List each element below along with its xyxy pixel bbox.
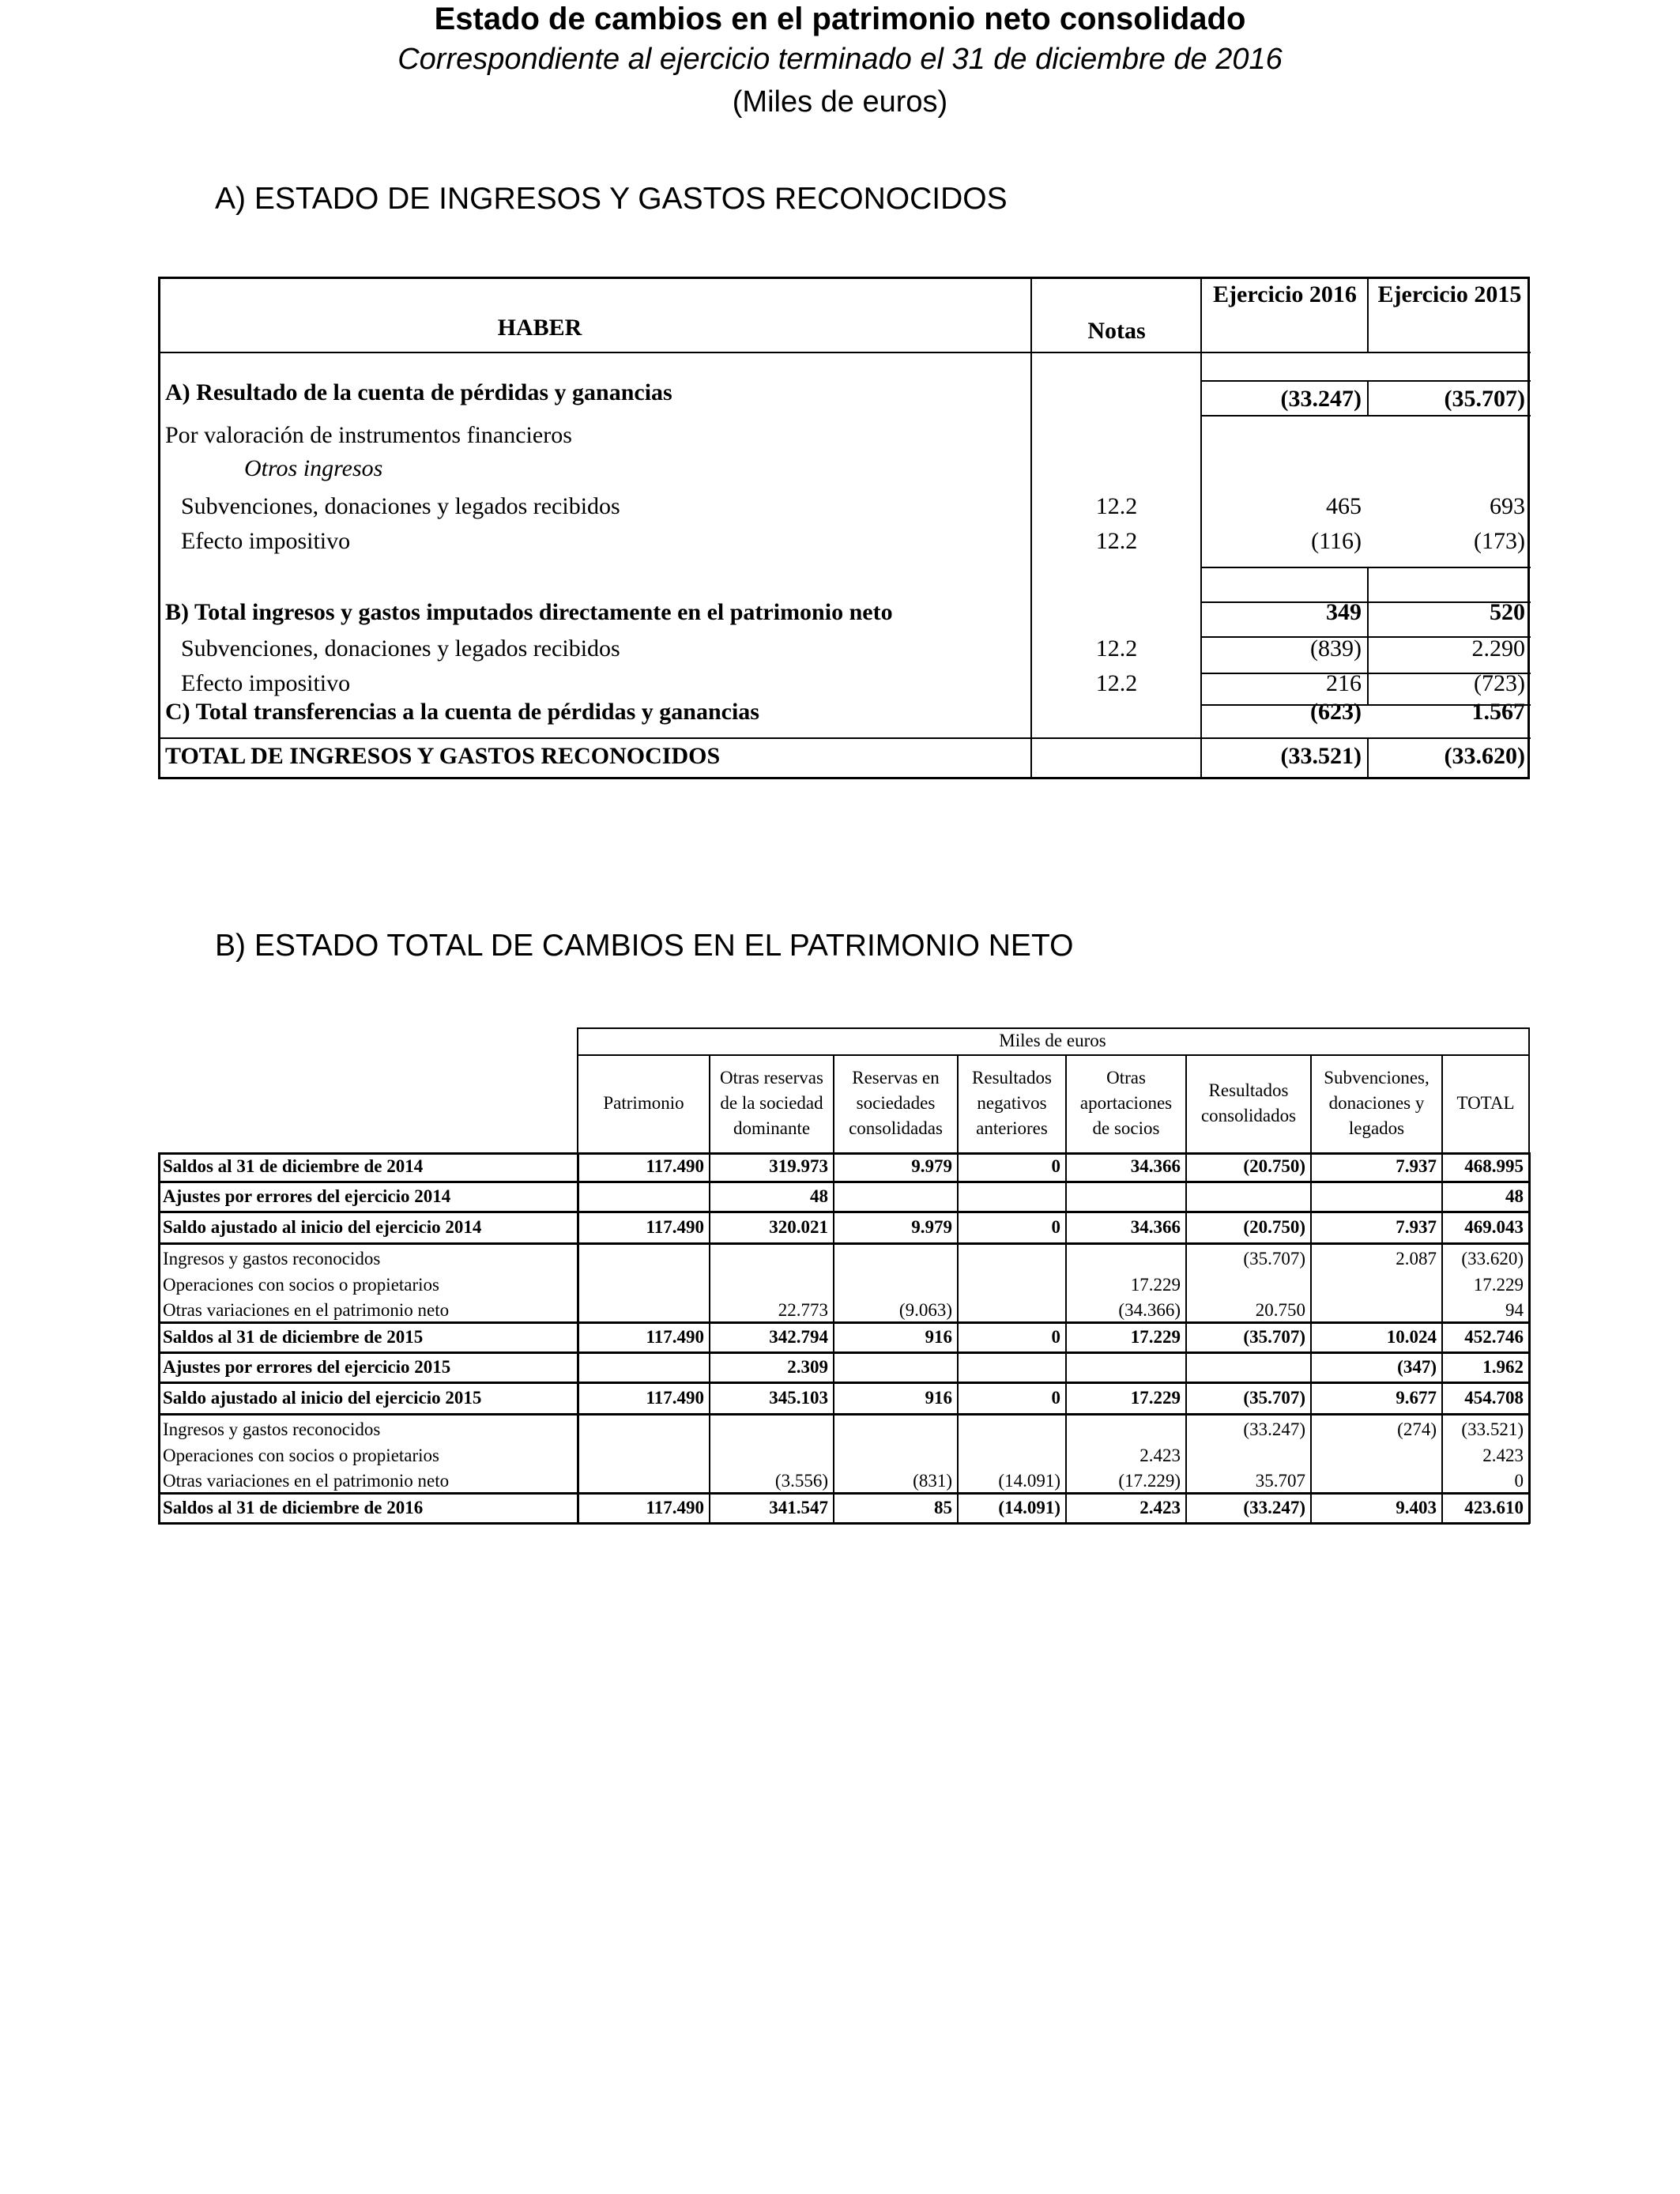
table-cell: 48 bbox=[1505, 1186, 1524, 1206]
column-header-line: anteriores bbox=[976, 1118, 1048, 1138]
table-cell: 423.610 bbox=[1464, 1498, 1524, 1517]
table-cell: 35.707 bbox=[1255, 1471, 1305, 1491]
table-cell: (9.063) bbox=[898, 1300, 952, 1320]
row-nota: 12.2 bbox=[1095, 670, 1138, 696]
row-label: Efecto impositivo bbox=[181, 528, 351, 554]
table-cell: 117.490 bbox=[646, 1327, 704, 1347]
table-cell: 2.423 bbox=[1139, 1446, 1181, 1465]
row-value-2016: 216 bbox=[1326, 670, 1362, 696]
column-header bbox=[1067, 1065, 1185, 1141]
row-value-2016: (839) bbox=[1310, 635, 1362, 662]
column-header-line: donaciones y bbox=[1328, 1093, 1425, 1113]
row-nota: 12.2 bbox=[1095, 635, 1138, 662]
section-b-heading: B) ESTADO TOTAL DE CAMBIOS EN EL PATRIMONIO NETO bbox=[215, 929, 1074, 963]
row-label: Otras variaciones en el patrimonio neto bbox=[163, 1471, 450, 1491]
table-cell: 9.677 bbox=[1396, 1388, 1437, 1408]
row-label: Otros ingresos bbox=[244, 455, 383, 481]
table-cell: (347) bbox=[1397, 1357, 1437, 1377]
rule-line bbox=[158, 1382, 1530, 1384]
row-label: Saldos al 31 de diciembre de 2015 bbox=[163, 1327, 424, 1347]
table-cell: 34.366 bbox=[1130, 1156, 1181, 1176]
table-cell: (17.229) bbox=[1118, 1471, 1181, 1491]
rule-line bbox=[158, 1522, 1530, 1525]
rule-line bbox=[158, 1181, 1530, 1183]
table-cell: 469.043 bbox=[1464, 1217, 1524, 1237]
group-header: Miles de euros bbox=[999, 1031, 1106, 1050]
table-cell: 0 bbox=[1051, 1327, 1060, 1347]
page-title: Estado de cambios en el patrimonio neto consolidado bbox=[434, 2, 1246, 36]
column-header-line: dominante bbox=[733, 1118, 811, 1138]
table-cell: 9.979 bbox=[911, 1217, 952, 1237]
row-value-2016: 349 bbox=[1326, 599, 1362, 625]
row-label: Saldos al 31 de diciembre de 2014 bbox=[163, 1156, 424, 1176]
table-cell: 17.229 bbox=[1130, 1327, 1181, 1347]
row-label: Ajustes por errores del ejercicio 2014 bbox=[163, 1186, 451, 1206]
row-label: Saldo ajustado al inicio del ejercicio 2015 bbox=[163, 1388, 482, 1408]
table-cell: 2.423 bbox=[1482, 1446, 1524, 1465]
table-cell: 34.366 bbox=[1130, 1217, 1181, 1237]
table-cell: 1.962 bbox=[1482, 1357, 1524, 1377]
table-cell: 117.490 bbox=[646, 1156, 704, 1176]
rule-line bbox=[1528, 1152, 1531, 1524]
col-ejercicio-2015: Ejercicio 2015 bbox=[1377, 281, 1522, 307]
column-header bbox=[834, 1065, 957, 1141]
table-cell: 0 bbox=[1051, 1217, 1060, 1237]
column-header-line: Resultados bbox=[972, 1068, 1052, 1088]
table-cell: (33.247) bbox=[1243, 1419, 1305, 1439]
row-value-2016: (116) bbox=[1311, 528, 1362, 554]
column-header-line: Resultados bbox=[1208, 1080, 1289, 1100]
table-cell: (35.707) bbox=[1243, 1327, 1305, 1347]
page-subtitle: Correspondiente al ejercicio terminado el 31 de diciembre de 2016 bbox=[397, 43, 1283, 76]
table-cell: 2.087 bbox=[1396, 1249, 1437, 1269]
rule-line bbox=[158, 1351, 1530, 1354]
table-cell: (20.750) bbox=[1243, 1217, 1305, 1237]
column-header-line: Otras reservas bbox=[720, 1068, 823, 1088]
row-value-2015: 693 bbox=[1490, 493, 1525, 519]
row-nota: 12.2 bbox=[1095, 528, 1138, 554]
table-cell: 48 bbox=[810, 1186, 828, 1206]
row-nota: 12.2 bbox=[1095, 493, 1138, 519]
income-expense-table bbox=[158, 277, 1530, 779]
table-cell: 9.403 bbox=[1396, 1498, 1437, 1517]
table-cell: (14.091) bbox=[998, 1498, 1060, 1517]
table-cell: 17.229 bbox=[1473, 1275, 1524, 1295]
row-value-2015: (723) bbox=[1474, 670, 1525, 696]
section-a-heading: A) ESTADO DE INGRESOS Y GASTOS RECONOCIDOS bbox=[215, 182, 1008, 216]
rule-line bbox=[158, 1413, 1530, 1416]
column-header-line: aportaciones bbox=[1079, 1093, 1173, 1113]
table-cell: 17.229 bbox=[1130, 1275, 1181, 1295]
table-cell: 7.937 bbox=[1396, 1156, 1437, 1176]
table-cell: 7.937 bbox=[1396, 1217, 1437, 1237]
table-cell: 117.490 bbox=[646, 1498, 704, 1517]
column-header bbox=[1187, 1078, 1310, 1129]
row-label: Saldo ajustado al inicio del ejercicio 2014 bbox=[163, 1217, 482, 1237]
column-header-line: negativos bbox=[977, 1093, 1047, 1113]
row-label: Por valoración de instrumentos financieros bbox=[165, 422, 572, 448]
table-cell: 916 bbox=[925, 1327, 952, 1347]
table-cell: 916 bbox=[925, 1388, 952, 1408]
column-header-line: consolidados bbox=[1200, 1106, 1297, 1125]
column-header-line: legados bbox=[1348, 1118, 1405, 1138]
table-cell: 85 bbox=[934, 1498, 952, 1517]
row-label: Subvenciones, donaciones y legados recibidos bbox=[181, 493, 620, 519]
row-label: Ingresos y gastos reconocidos bbox=[163, 1249, 381, 1269]
table-cell: (20.750) bbox=[1243, 1156, 1305, 1176]
table-cell: (831) bbox=[913, 1471, 952, 1491]
row-value-2015: (173) bbox=[1474, 528, 1525, 554]
table-cell: (33.521) bbox=[1461, 1419, 1524, 1439]
row-label: Otras variaciones en el patrimonio neto bbox=[163, 1300, 450, 1320]
row-value-2016: (33.521) bbox=[1280, 743, 1362, 769]
table-cell: 9.979 bbox=[911, 1156, 952, 1176]
row-value-2015: 2.290 bbox=[1471, 635, 1525, 662]
table-cell: 20.750 bbox=[1255, 1300, 1305, 1320]
table-cell: 454.708 bbox=[1464, 1388, 1524, 1408]
col-ejercicio-2016: Ejercicio 2016 bbox=[1213, 281, 1357, 307]
column-header-line: de la sociedad bbox=[720, 1093, 823, 1113]
column-header bbox=[710, 1065, 833, 1141]
row-label: Operaciones con socios o propietarios bbox=[163, 1446, 440, 1465]
table-cell: 2.309 bbox=[787, 1357, 828, 1377]
column-header-line: Subvenciones, bbox=[1324, 1068, 1430, 1088]
row-label: Efecto impositivo bbox=[181, 670, 351, 696]
table-cell: (274) bbox=[1397, 1419, 1437, 1439]
column-header-line: TOTAL bbox=[1456, 1093, 1515, 1113]
column-header-line: Otras bbox=[1106, 1068, 1146, 1088]
table-cell: 2.423 bbox=[1139, 1498, 1181, 1517]
row-value-2016: (33.247) bbox=[1280, 386, 1362, 412]
row-label: C) Total transferencias a la cuenta de pérdidas y ganancias bbox=[165, 699, 759, 725]
table-cell: 452.746 bbox=[1464, 1327, 1524, 1347]
rule-line bbox=[158, 1211, 1530, 1213]
row-label: Ajustes por errores del ejercicio 2015 bbox=[163, 1357, 451, 1377]
column-header-line: consolidadas bbox=[849, 1118, 943, 1138]
table-cell: 0 bbox=[1051, 1388, 1060, 1408]
column-header-line: Patrimonio bbox=[603, 1093, 684, 1113]
table-cell: 319.973 bbox=[769, 1156, 828, 1176]
table-cell: 468.995 bbox=[1464, 1156, 1524, 1176]
row-label: Subvenciones, donaciones y legados recibidos bbox=[181, 635, 620, 662]
row-label: TOTAL DE INGRESOS Y GASTOS RECONOCIDOS bbox=[165, 743, 721, 769]
rule-line bbox=[1528, 1027, 1530, 1152]
table-cell: 94 bbox=[1505, 1300, 1524, 1320]
equity-changes-table bbox=[158, 1027, 1530, 1525]
rule-line bbox=[577, 1054, 1530, 1056]
row-value-2015: 520 bbox=[1490, 599, 1525, 625]
column-header-line: de socios bbox=[1092, 1118, 1160, 1138]
table-cell: 320.021 bbox=[769, 1217, 828, 1237]
table-cell: 341.547 bbox=[769, 1498, 828, 1517]
column-header bbox=[1443, 1091, 1528, 1116]
table-cell: 117.490 bbox=[646, 1217, 704, 1237]
table-cell: (34.366) bbox=[1118, 1300, 1181, 1320]
row-value-2016: 465 bbox=[1326, 493, 1362, 519]
column-header-line: Reservas en bbox=[852, 1068, 940, 1088]
row-label: A) Resultado de la cuenta de pérdidas y ganancias bbox=[165, 379, 672, 405]
table-cell: 342.794 bbox=[769, 1327, 828, 1347]
table-cell: (35.707) bbox=[1243, 1388, 1305, 1408]
table-cell: 345.103 bbox=[769, 1388, 828, 1408]
rule-line bbox=[158, 1242, 1530, 1245]
column-header bbox=[578, 1091, 709, 1116]
table-cell: 10.024 bbox=[1386, 1327, 1437, 1347]
table-cell: 0 bbox=[1514, 1471, 1524, 1491]
table-cell: (3.556) bbox=[774, 1471, 828, 1491]
row-value-2015: (33.620) bbox=[1444, 743, 1525, 769]
column-header bbox=[959, 1065, 1065, 1141]
table-cell: (35.707) bbox=[1243, 1249, 1305, 1269]
col-notas: Notas bbox=[1087, 318, 1146, 344]
table-cell: (33.620) bbox=[1461, 1249, 1524, 1269]
row-label: B) Total ingresos y gastos imputados directamente en el patrimonio neto bbox=[165, 599, 893, 625]
row-label: Saldos al 31 de diciembre de 2016 bbox=[163, 1498, 424, 1517]
table-cell: (33.247) bbox=[1243, 1498, 1305, 1517]
column-header-line: sociedades bbox=[856, 1093, 936, 1113]
column-header bbox=[1312, 1065, 1441, 1141]
rule-line bbox=[158, 1152, 160, 1524]
row-label: Ingresos y gastos reconocidos bbox=[163, 1419, 381, 1439]
row-value-2015: 1.567 bbox=[1471, 699, 1525, 725]
table-cell: 117.490 bbox=[646, 1388, 704, 1408]
row-label: Operaciones con socios o propietarios bbox=[163, 1275, 440, 1295]
col-haber: HABER bbox=[497, 315, 582, 341]
table-cell: 17.229 bbox=[1130, 1388, 1181, 1408]
table-cell: (14.091) bbox=[998, 1471, 1060, 1491]
units-note: (Miles de euros) bbox=[732, 85, 948, 119]
table-cell: 22.773 bbox=[778, 1300, 828, 1320]
row-value-2015: (35.707) bbox=[1444, 386, 1525, 412]
table-cell: 0 bbox=[1051, 1156, 1060, 1176]
row-value-2016: (623) bbox=[1310, 699, 1362, 725]
